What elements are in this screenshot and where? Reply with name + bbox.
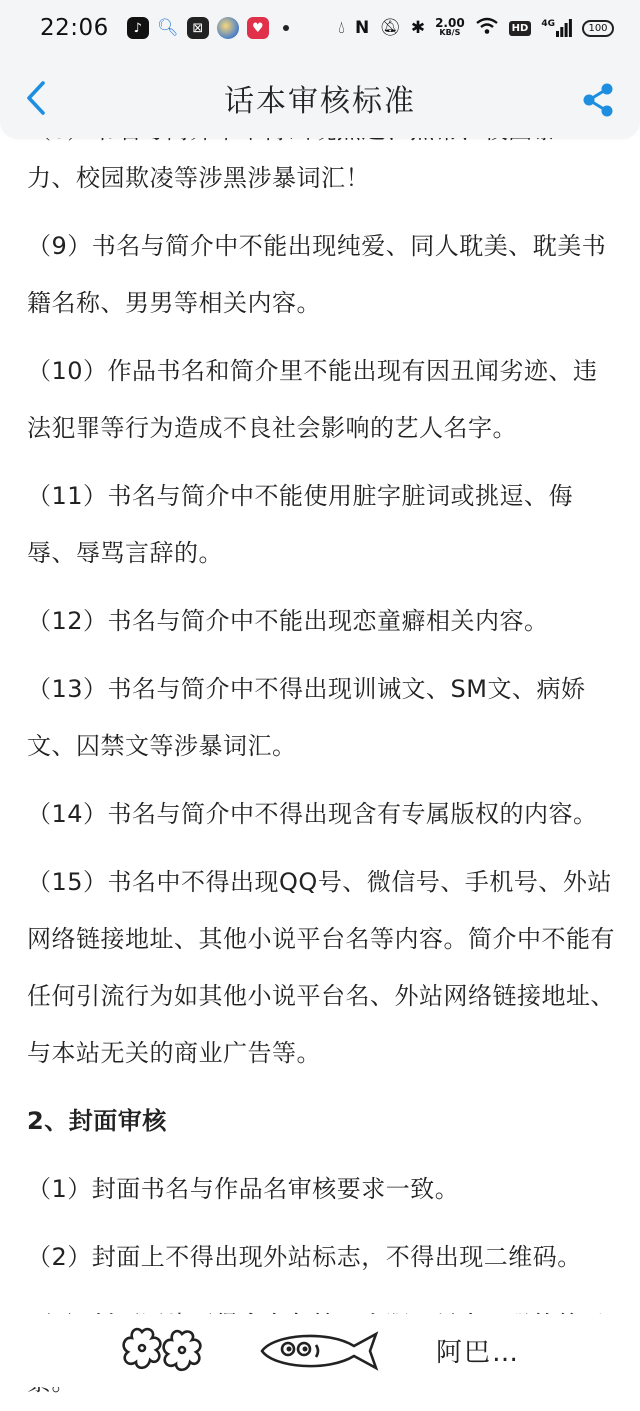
network-speed-value: 2.00 <box>435 16 465 30</box>
battery-icon <box>582 20 614 37</box>
system-icons <box>338 17 614 40</box>
rule-paragraph: 力、校园欺凌等涉黑涉暴词汇！ <box>27 164 370 192</box>
rule-paragraph: （15）书名中不得出现QQ号、微信号、手机号、外站网络链接地址、其他小说平台名等内容。简介中不能有任何引流行为如其他小说平台名、外站网络链接地址、与本站无关的商业广告等。 <box>27 868 615 1067</box>
rule-paragraph: （13）书名与简介中不得出现训诫文、SM文、病娇文、囚禁文等涉暴词汇。 <box>27 675 586 760</box>
page-title: 话本审核标准 <box>224 84 416 119</box>
more-notifications-dot <box>283 25 289 31</box>
network-speed <box>435 18 465 38</box>
mute-icon: 🔕︎ <box>379 18 401 38</box>
box-app-icon: ⊠ <box>187 17 209 39</box>
battery-level: 100 <box>588 22 608 34</box>
cover-rule-paragraph: （1）封面书名与作品名审核要求一致。 <box>27 1175 460 1203</box>
photo-app-icon <box>217 17 239 39</box>
rule-paragraph: （9）书名与简介中不能出现纯爱、同人耽美、耽美书籍名称、男男等相关内容。 <box>27 232 607 317</box>
rule-paragraph: （14）书名与简介中不得出现含有专属版权的内容。 <box>27 800 598 828</box>
share-button[interactable] <box>580 82 616 118</box>
rule-paragraph: （11）书名与简介中不能使用脏字脏词或挑逗、侮辱、辱骂言辞的。 <box>27 482 574 567</box>
share-icon <box>580 82 616 118</box>
tiktok-icon: ♪ <box>127 17 149 39</box>
status-time: 22:06 <box>40 15 109 41</box>
article-content[interactable] <box>27 124 617 1314</box>
notification-icons <box>127 17 269 39</box>
signal-label: 4G <box>541 19 555 29</box>
cover-rule-paragraph: （2）封面上不得出现外站标志，不得出现二维码。 <box>27 1243 582 1271</box>
hd-badge: HD <box>509 21 532 36</box>
bottom-decoration <box>0 1314 640 1387</box>
heart-app-icon: ♥ <box>247 17 269 39</box>
network-speed-unit: KB/S <box>439 28 461 37</box>
search-app-icon: 🔍︎ <box>157 18 179 38</box>
signal-icon <box>541 19 572 37</box>
deco-text: 阿巴… <box>436 1338 521 1368</box>
section-title: 2、封面审核 <box>27 1107 167 1135</box>
fish-doodle-icon <box>258 1328 382 1374</box>
flowers-doodle-icon <box>118 1326 208 1374</box>
nfc-icon: N <box>354 18 370 38</box>
wifi-icon <box>475 17 499 40</box>
status-bar <box>0 0 640 56</box>
rule-paragraph: （10）作品书名和简介里不能出现有因丑闻劣迹、违法犯罪等行为造成不良社会影响的艺人名字。 <box>27 357 598 442</box>
header-bar <box>0 56 640 138</box>
rule-paragraph: （12）书名与简介中不能出现恋童癖相关内容。 <box>27 607 549 635</box>
bluetooth-icon: ✱ <box>410 18 426 38</box>
water-drop-icon: 💧︎ <box>338 18 345 38</box>
